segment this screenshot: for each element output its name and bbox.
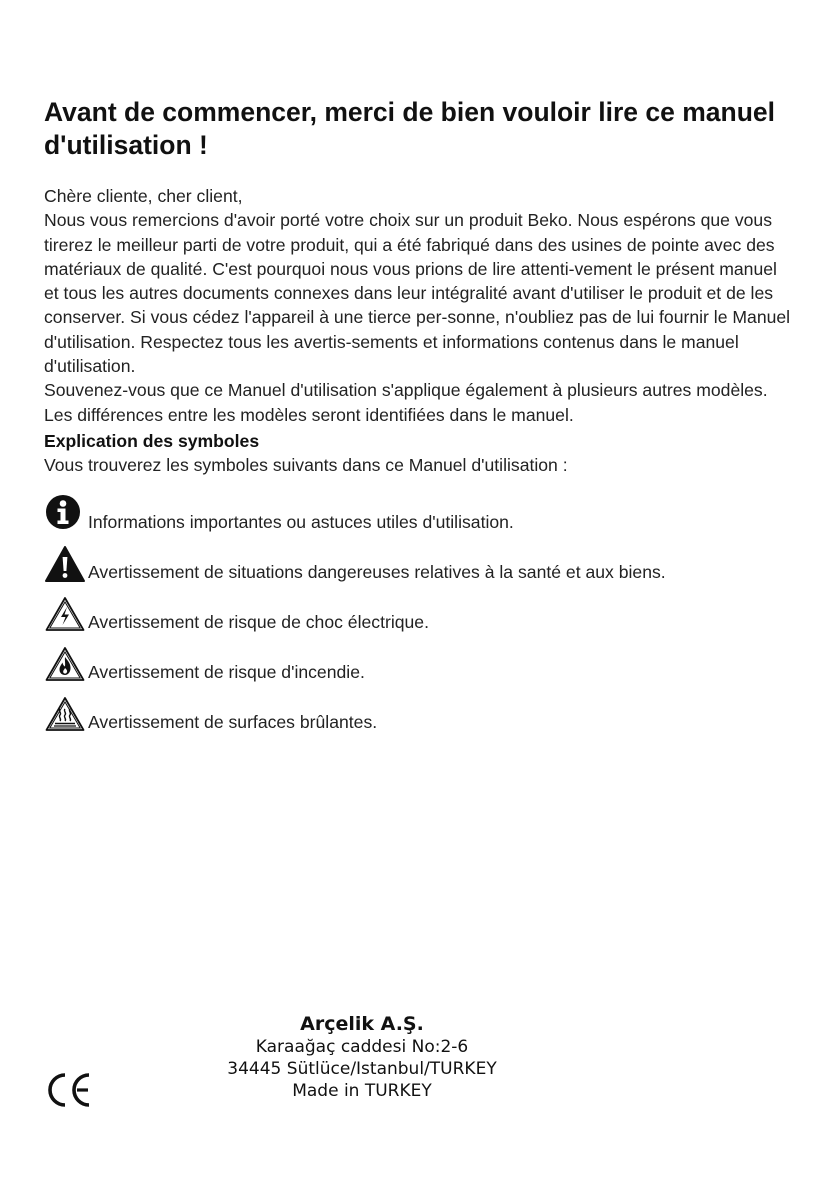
info-icon <box>44 493 88 533</box>
symbol-text: Informations importantes ou astuces utiles d'utilisation. <box>88 512 514 533</box>
manufacturer-footer <box>190 1012 534 1102</box>
symbol-text: Avertissement de surfaces brûlantes. <box>88 712 378 733</box>
symbol-text: Avertissement de risque de choc électrique. <box>88 612 429 633</box>
company-name: Arçelik A.Ş. <box>300 1013 424 1035</box>
symbols-heading: Explication des symboles <box>44 430 260 451</box>
models-paragraph: Souvenez-vous que ce Manuel d'utilisation s'applique également à plusieurs autres modèles. Les différences entre les modèles seront identifiées dans le manuel. <box>44 380 768 425</box>
hot-surface-icon <box>44 693 88 733</box>
made-in: Made in TURKEY <box>292 1081 432 1101</box>
warning-icon <box>44 543 88 583</box>
symbol-row-info <box>44 483 796 533</box>
symbol-row-electric <box>44 583 796 633</box>
symbol-row-fire <box>44 633 796 683</box>
fire-icon <box>44 643 88 683</box>
symbol-row-warning <box>44 533 796 583</box>
electric-shock-icon <box>44 593 88 633</box>
address-line-2: 34445 Sütlüce/Istanbul/TURKEY <box>227 1059 497 1079</box>
address-line-1: Karaağaç caddesi No:2-6 <box>255 1037 469 1057</box>
intro-paragraph: Nous vous remercions d'avoir porté votre choix sur un produit Beko. Nous espérons que vous tirerez le meilleur parti de votre produit, qui a été fabriqué dans des usines de pointe avec des matériaux de qualité. C'est pourquoi nous vous prions de lire attenti-vement le présent manuel et tous les autres documents connexes dans leur intégralité avant d'utiliser le produit et de les conserver. Si vous cédez l'appareil à une tierce per-sonne, n'oubliez pas de lui fournir le Manuel d'utilisation. Respectez tous les avertis-sements et informations contenus dans le manuel d'utilisation. <box>44 210 791 377</box>
symbols-list <box>44 483 796 733</box>
symbols-intro: Vous trouverez les symboles suivants dans ce Manuel d'utilisation : <box>44 454 568 475</box>
page-title: Avant de commencer, merci de bien vouloir lire ce manuel d'utilisation ! <box>44 97 775 160</box>
symbol-text: Avertissement de risque d'incendie. <box>88 662 365 683</box>
ce-mark-icon <box>44 1070 94 1110</box>
manual-page <box>44 96 796 733</box>
symbol-text: Avertissement de situations dangereuses relatives à la santé et aux biens. <box>88 562 666 583</box>
greeting: Chère cliente, cher client, <box>44 186 243 206</box>
symbol-row-hot <box>44 683 796 733</box>
